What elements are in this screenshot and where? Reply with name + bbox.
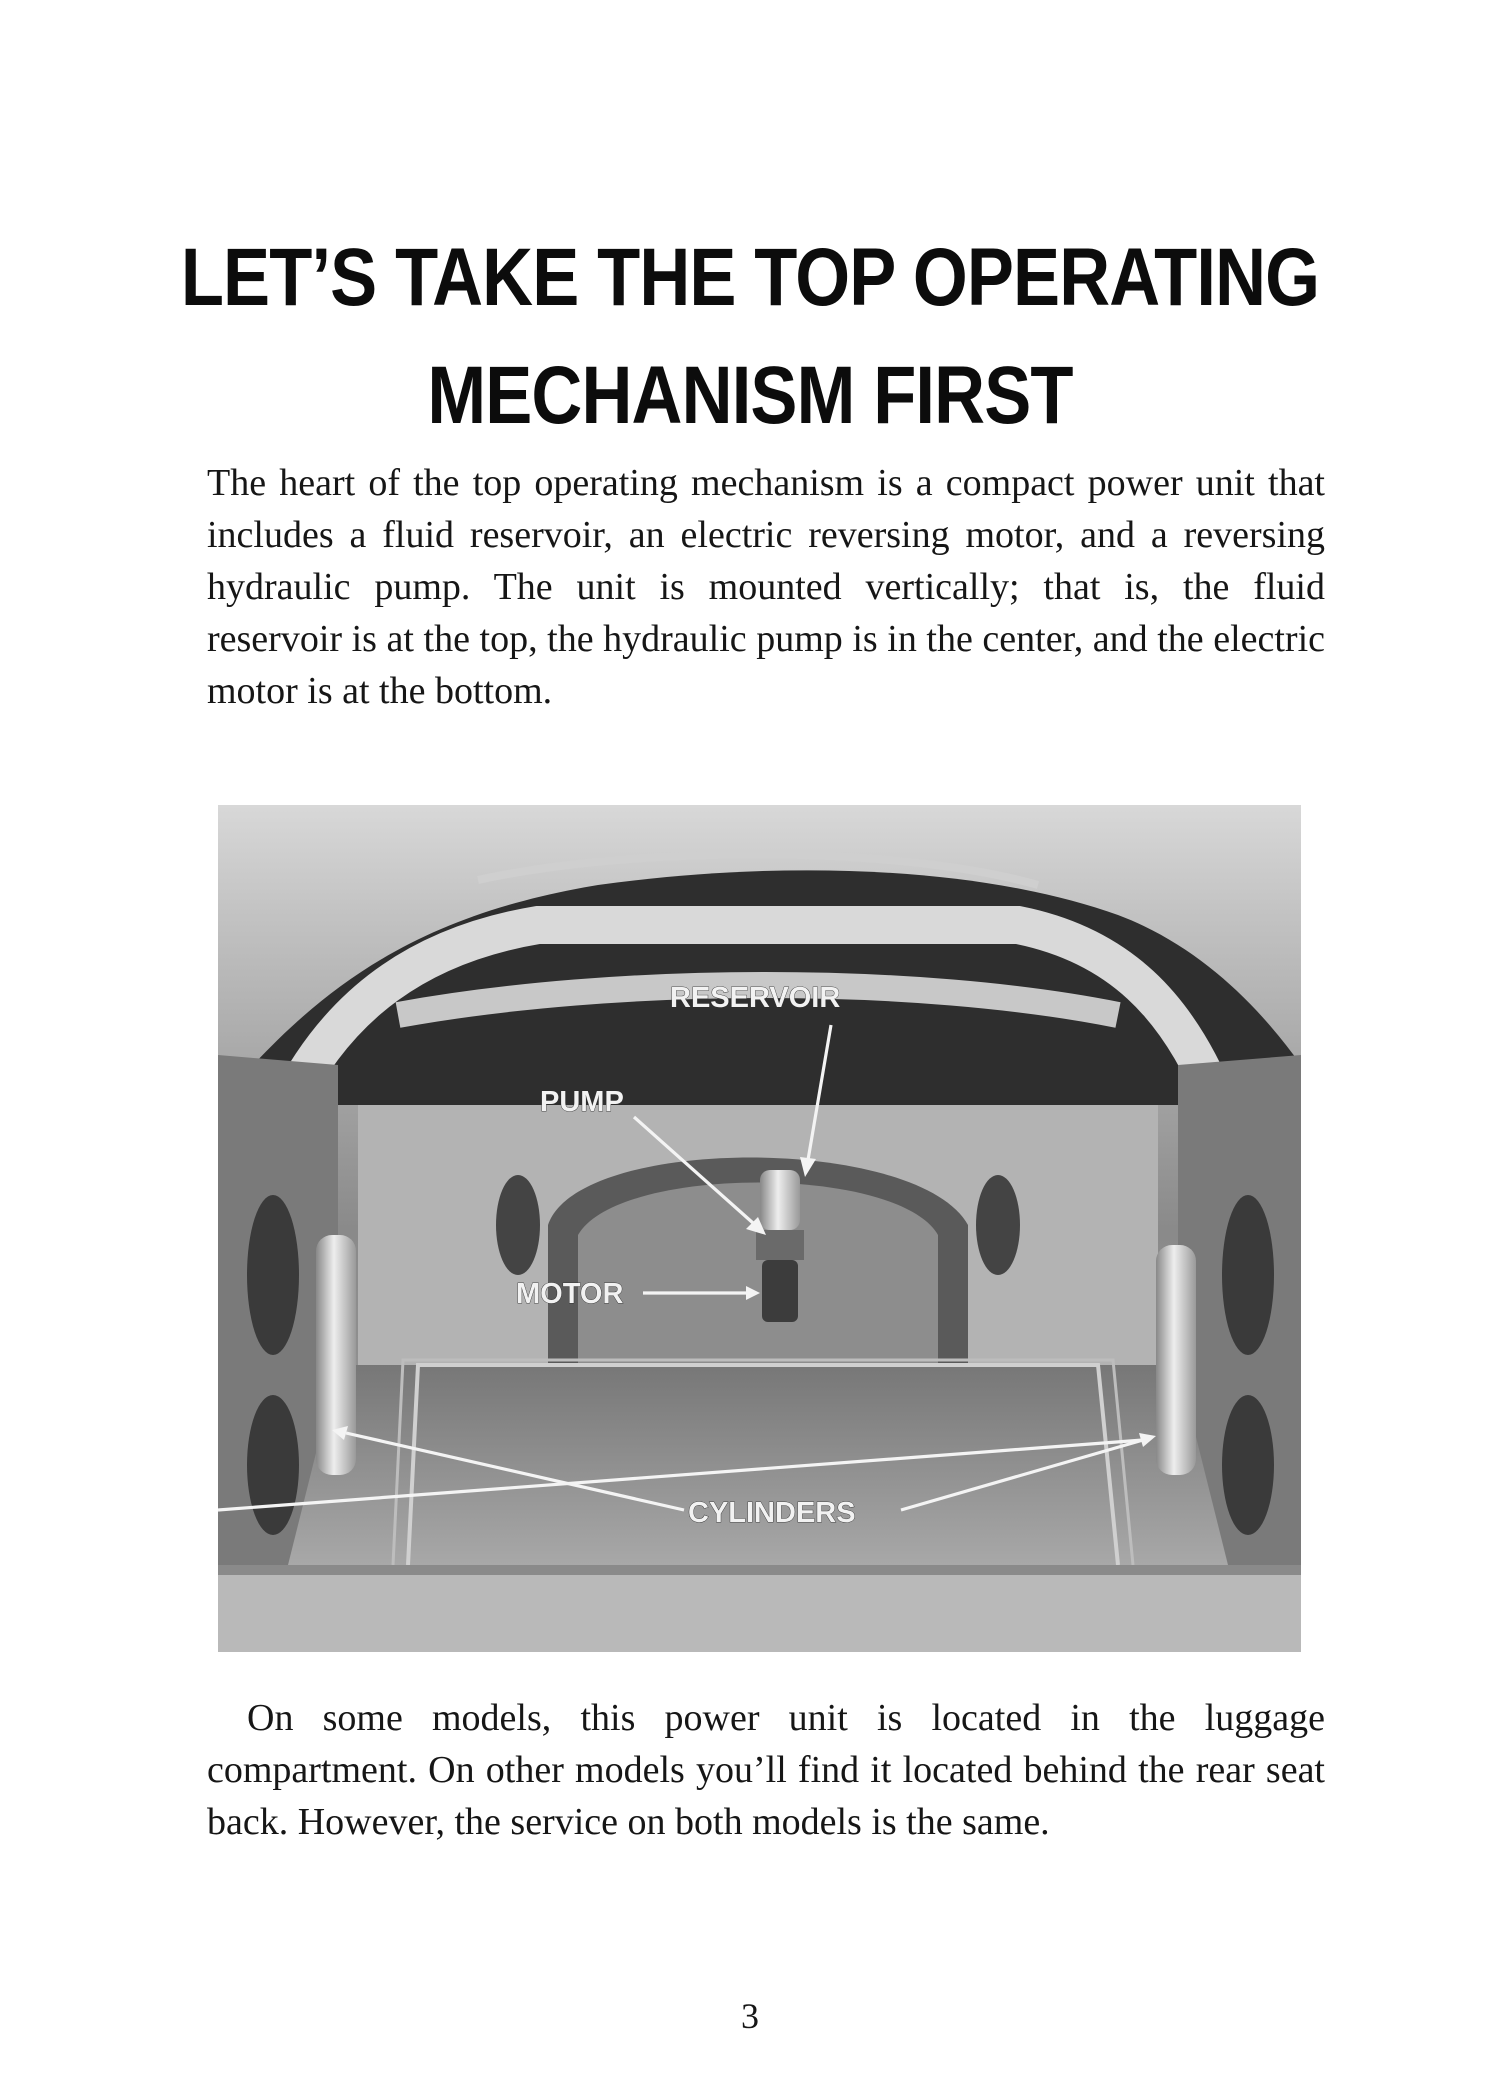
label-reservoir: RESERVOIR	[670, 982, 841, 1014]
intro-paragraph: The heart of the top operating mechanism is a compact power unit that includes a fluid reservoir, an electric reversing motor, and a reversing hydraulic pump. The unit is mounted vertically; that is, the fluid reservoir is at the top, the hydraulic pump is in the center, and the electric motor is at the bottom.	[207, 462, 1325, 712]
label-motor: MOTOR	[516, 1278, 624, 1310]
power-unit-photo	[218, 805, 1301, 1652]
closing-paragraph: On some models, this power unit is located in the luggage compartment. On other models you’ll find it located behind the rear seat back. However, the service on both models is the same.	[207, 1697, 1325, 1843]
page-number: 3	[741, 1996, 759, 2036]
label-cylinders: CYLINDERS	[688, 1497, 856, 1529]
label-pump: PUMP	[540, 1086, 624, 1118]
page-title-line-2: MECHANISM FIRST	[427, 350, 1073, 441]
page-title-line-1: LET’S TAKE THE TOP OPERATING	[180, 232, 1320, 323]
